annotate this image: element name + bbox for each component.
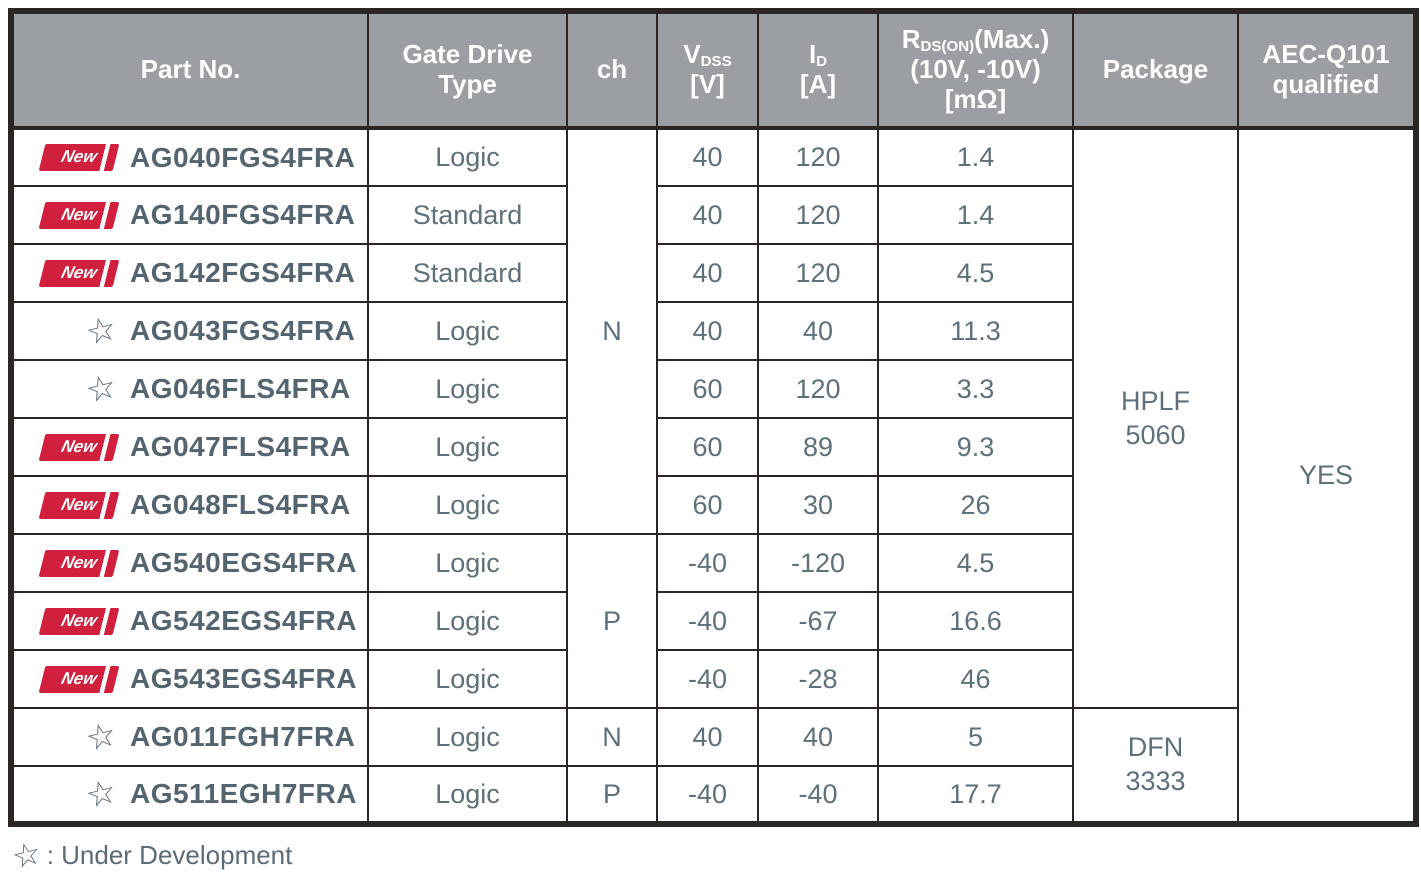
part-number: AG511EGH7FRA (130, 778, 357, 809)
cell-part-no (11, 244, 368, 302)
new-badge: New (39, 608, 120, 635)
cell-gate-drive: Logic (368, 418, 567, 476)
under-development-star-icon: ☆ (81, 714, 121, 759)
cell-id: -28 (758, 650, 878, 708)
new-badge: New (39, 492, 120, 519)
part-number: AG540EGS4FRA (130, 547, 357, 578)
package-name-line1: HPLF (1120, 385, 1191, 416)
col-header-package (1073, 11, 1238, 128)
cell-rds: 46 (878, 650, 1073, 708)
cell-vdss: 40 (657, 708, 758, 766)
cell-ch-p-group: P (567, 534, 657, 708)
part-number: AG140FGS4FRA (130, 199, 356, 230)
cell-package-hplf (1073, 128, 1238, 708)
cell-id: 120 (758, 186, 878, 244)
cell-gate-drive: Standard (368, 244, 567, 302)
aec-line2: qualified (1272, 69, 1380, 99)
under-development-star-icon: ☆ (81, 366, 121, 411)
cell-rds: 9.3 (878, 418, 1073, 476)
col-header-ch (567, 11, 657, 128)
cell-package-dfn (1073, 708, 1238, 824)
cell-rds: 17.7 (878, 766, 1073, 824)
ch-label: ch (596, 54, 628, 85)
cell-vdss: -40 (657, 650, 758, 708)
col-header-part-no-label: Part No. (140, 54, 241, 85)
cell-id: 40 (758, 302, 878, 360)
cell-id: 40 (758, 708, 878, 766)
rds-symbol: R (901, 24, 921, 55)
under-development-star-icon: ☆ (8, 834, 45, 876)
rds-subscript: DS(ON) (920, 37, 975, 55)
cell-vdss: 40 (657, 128, 758, 186)
cell-rds: 4.5 (878, 534, 1073, 592)
cell-rds: 4.5 (878, 244, 1073, 302)
new-badge: New (39, 666, 120, 693)
cell-vdss: 40 (657, 302, 758, 360)
cell-part-no (11, 302, 368, 360)
cell-vdss: -40 (657, 592, 758, 650)
cell-gate-drive: Logic (368, 592, 567, 650)
cell-gate-drive: Logic (368, 360, 567, 418)
new-badge: New (39, 550, 120, 577)
under-development-star-icon: ☆ (81, 771, 121, 816)
cell-gate-drive: Logic (368, 302, 567, 360)
cell-gate-drive: Standard (368, 186, 567, 244)
cell-vdss: 60 (657, 360, 758, 418)
cell-part-no (11, 766, 368, 824)
cell-part-no (11, 476, 368, 534)
package-name-line2: 5060 (1125, 419, 1186, 450)
cell-rds: 5 (878, 708, 1073, 766)
part-number: AG047FLS4FRA (130, 431, 351, 462)
cell-part-no (11, 186, 368, 244)
id-subscript: D (816, 52, 828, 70)
cell-rds: 1.4 (878, 128, 1073, 186)
vdss-subscript: DSS (700, 52, 732, 70)
package-label: Package (1102, 54, 1209, 85)
cell-rds: 3.3 (878, 360, 1073, 418)
id-unit: [A] (799, 69, 837, 99)
cell-gate-drive: Logic (368, 650, 567, 708)
cell-id: 120 (758, 128, 878, 186)
cell-id: 120 (758, 244, 878, 302)
table-row (11, 708, 1416, 766)
cell-ch-n-group: N (567, 128, 657, 534)
rds-conditions: (10V, -10V) (910, 54, 1041, 85)
cell-gate-drive: Logic (368, 476, 567, 534)
footnote (8, 834, 293, 876)
cell-id: 120 (758, 360, 878, 418)
cell-rds: 11.3 (878, 302, 1073, 360)
cell-part-no (11, 592, 368, 650)
package-name-line2: 3333 (1125, 766, 1186, 796)
cell-gate-drive: Logic (368, 766, 567, 824)
part-number: AG043FGS4FRA (130, 315, 356, 346)
cell-id: 30 (758, 476, 878, 534)
cell-part-no (11, 128, 368, 186)
cell-vdss: 60 (657, 476, 758, 534)
header-row (11, 11, 1416, 128)
gate-drive-line2: Type (438, 69, 497, 99)
cell-part-no (11, 360, 368, 418)
cell-id: 89 (758, 418, 878, 476)
new-badge: New (39, 434, 120, 461)
cell-gate-drive: Logic (368, 534, 567, 592)
col-header-gate-drive (368, 11, 567, 128)
product-lineup-table (8, 8, 1419, 827)
cell-vdss: 40 (657, 244, 758, 302)
new-badge: New (39, 144, 120, 171)
cell-aec-qualified: YES (1238, 128, 1416, 824)
cell-part-no (11, 534, 368, 592)
part-number: AG046FLS4FRA (130, 373, 351, 404)
cell-rds: 16.6 (878, 592, 1073, 650)
cell-part-no (11, 650, 368, 708)
table-row (11, 128, 1416, 186)
cell-rds: 1.4 (878, 186, 1073, 244)
spec-table (8, 8, 1419, 827)
cell-id: -67 (758, 592, 878, 650)
col-header-part-no (11, 11, 368, 128)
cell-part-no (11, 708, 368, 766)
part-number: AG048FLS4FRA (130, 489, 351, 520)
part-number: AG543EGS4FRA (130, 663, 357, 694)
col-header-rds (878, 11, 1073, 128)
rds-unit: [mΩ] (944, 83, 1007, 114)
cell-vdss: -40 (657, 766, 758, 824)
cell-ch: P (567, 766, 657, 824)
id-symbol: I (808, 39, 817, 70)
footnote-text: : Under Development (46, 839, 293, 870)
part-number: AG011FGH7FRA (130, 721, 356, 752)
cell-vdss: -40 (657, 534, 758, 592)
cell-gate-drive: Logic (368, 128, 567, 186)
under-development-star-icon: ☆ (81, 308, 121, 353)
cell-vdss: 40 (657, 186, 758, 244)
vdss-unit: [V] (690, 69, 725, 99)
part-number: AG542EGS4FRA (130, 605, 357, 636)
aec-line1: AEC-Q101 (1262, 39, 1390, 70)
part-number: AG142FGS4FRA (130, 257, 356, 288)
vdss-symbol: V (683, 39, 701, 70)
col-header-vdss (657, 11, 758, 128)
col-header-id (758, 11, 878, 128)
cell-id: -40 (758, 766, 878, 824)
part-number: AG040FGS4FRA (130, 141, 356, 173)
new-badge: New (39, 202, 120, 229)
col-header-aec (1238, 11, 1416, 128)
new-badge: New (39, 260, 120, 287)
cell-id: -120 (758, 534, 878, 592)
cell-rds: 26 (878, 476, 1073, 534)
cell-ch: N (567, 708, 657, 766)
cell-vdss: 60 (657, 418, 758, 476)
rds-max-label: (Max.) (974, 24, 1050, 55)
cell-part-no (11, 418, 368, 476)
package-name-line1: DFN (1127, 732, 1184, 763)
gate-drive-line1: Gate Drive (402, 39, 533, 70)
cell-gate-drive: Logic (368, 708, 567, 766)
